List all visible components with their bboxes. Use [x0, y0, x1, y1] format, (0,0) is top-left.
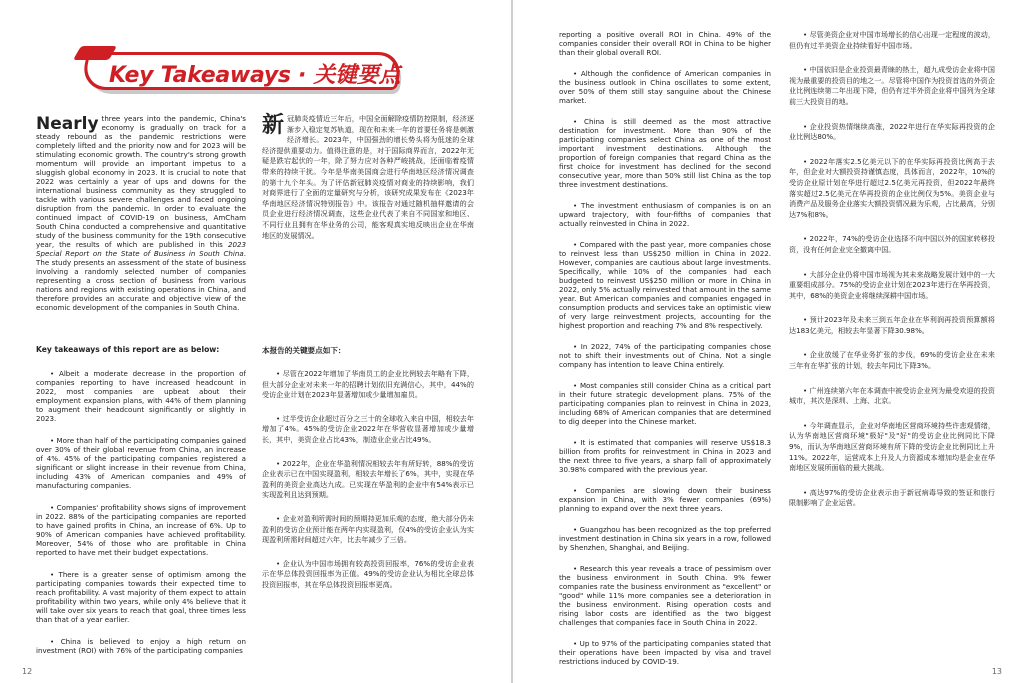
bullet-zh-expansion: • 企业放缓了在华业务扩张的步伐，69%的受访企业在未来三年有在华扩张的计划，较去年同比下降3%。: [789, 350, 995, 371]
bullet-zh-profitability: • 2022年，企业在华盈利情况相较去年有所好转，88%的受访企业表示已在中国实现盈利，相较去年增长了6%，其中，实现在华盈利的美资企业高达九成。已实现在华盈利的企业中有54%表示已实现盈利且达到预期。: [262, 458, 474, 500]
bullet-zh-strategy: • 大部分企业仍将中国市场视为其未来战略发展计划中的一大重要组成部分。75%的受访企业计划在2023年进行在华再投资，其中，68%的美资企业将继续深耕中国市场。: [789, 269, 995, 300]
right-chinese-column: [789, 30, 995, 670]
bullet-visa: • Up to 97% of the participating companies stated that their operations have been impacted by visa and travel restrictions induced by COVID-19.: [559, 639, 771, 666]
bullet-zh-enthusiasm: • 企业投资热情继续高涨，2022年进行在华实际再投资的企业比例达80%。: [789, 121, 995, 142]
intro-chinese-paragraph: [262, 114, 474, 241]
page-title: Key Takeaways · 关键要点: [109, 63, 401, 88]
intro-dropchar: 新: [262, 113, 285, 138]
bullet-reserve: • It is estimated that companies will reserve US$18.3 billion from profits for reinvestment in China in 2023 and the next three to five years, a sharp fall of approximately 30.98% compared with the previous year.: [559, 438, 771, 474]
intro-chinese: [262, 114, 474, 248]
bullet-revenue: • More than half of the participating companies gained over 30% of their global revenue from China, an increase of 4%. 45% of the participating companies registered a significant or slight increase in their revenue from China, including 43% of American companies and 49% of manufacturing companies.: [36, 436, 246, 490]
bullet-headcount: • Albeit a moderate decrease in the proportion of companies reporting to have increased headcount in 2022, most companies are upbeat about their employment expansion plans, with 44% of them planning to augment their headcount significantly or slightly in 2023.: [36, 369, 246, 423]
bullet-time-to-profit: • There is a greater sense of optimism among the participating companies towards their expected time to reach profitability. A vast majority of them expect to attain profitability within two years, while only 4% believe that it will take over six years to reach that goal, three times less than that of a year earlier.: [36, 570, 246, 624]
takeaways-heading-zh: 本报告的关键要点如下：: [262, 346, 346, 355]
intro-dropword: Nearly: [36, 114, 99, 134]
bullet-zh-no-shift: • 2022年，74%的受访企业选择不向中国以外的国家转移投资，没有任何企业完全撤离中国。: [789, 234, 995, 254]
bullet-zh-headcount: • 尽管在2022年增加了华南员工的企业比例较去年略有下降，但大部分企业对未来一年的招聘计划依旧充满信心，其中，44%的受访企业计划在2023年显著增加或少量增加雇员。: [262, 369, 474, 400]
takeaways-heading-zh-wrap: [262, 345, 474, 356]
bullet-profitability: • Companies' profitability shows signs of improvement in 2022. 88% of the participating companies are reported to have gained profits in China, an increase of 6%. Up to 90% of American companies have achieved profitability. Moreover, 54% of those who are profitable in China reported to have met their budget expectations.: [36, 503, 246, 557]
left-chinese-bullets: [262, 369, 474, 669]
page-number-right: 13: [991, 667, 1002, 676]
bullet-roi: • China is believed to enjoy a high return on investment (ROI) with 76% of the participating companies: [36, 637, 246, 655]
bullet-zh-roi: • 企业认为中国市场拥有较高投资回报率，76%的受访企业表示在华总体投资回报率为正值。49%的受访企业认为相比全球总体投资回报率，其在华总体投资回报率更高。: [262, 558, 474, 589]
bullet-strategy: • Most companies still consider China as a critical part in their future strategic development plans. 75% of the participating companies plan to reinvest in China in 2023, including 68% of American companies that are determined to dig deeper into the Chinese market.: [559, 381, 771, 426]
left-english-bullets: [36, 369, 246, 669]
roi-continuation: reporting a positive overall ROI in China. 49% of the companies consider their overall ROI in China to be higher than their global overall ROI.: [559, 30, 771, 57]
bullet-zh-investment-destination: • 中国依旧是企业投资最青睐的热土，超九成受访企业将中国视为最重要的投资目的地之一。尽管将中国作为投资首选的外资企业比例连续第二年出现下降，但仍有过半外资企业将中国列为全球前三大投资目的地。: [789, 65, 995, 106]
takeaways-heading-en-wrap: [36, 345, 251, 354]
bullet-zh-visa: • 高达97%的受访企业表示由于新冠病毒导致的签证和旅行限制影响了企业运营。: [789, 487, 995, 508]
intro-english: [36, 114, 246, 319]
left-page: [0, 0, 511, 683]
bullet-zh-confidence: • 尽管美资企业对中国市场增长的信心出现一定程度的波动，但仍有过半美资企业持续看好中国市场。: [789, 30, 995, 50]
bullet-confidence: • Although the confidence of American companies in the business outlook in China oscillates to some extent, over 50% of them still stay sanguine about the Chinese market.: [559, 69, 771, 105]
bullet-enthusiasm: • The investment enthusiasm of companies is on an upward trajectory, with four-fifths of companies that actually reinvested in China in 2022.: [559, 201, 771, 228]
bullet-zh-reinvest-size: • 2022年落实2.5亿美元以下的在华实际再投资比例高于去年，但企业对大额投资持谨慎态度，具体而言，2022年，10%的受访企业原计划在华进行超过2.5亿美元再投资，但2022年最终落实超过2.5亿美元在华再投资的企业比例仅为5%。美资企业与消费产品及服务企业落实大额投资情况最为乐观，占比最高，分别达7%和8%。: [789, 156, 995, 219]
takeaways-heading-en: Key takeaways of this report are as below:: [36, 345, 220, 354]
bullet-zh-time-to-profit: • 企业对盈利所需时间的预期持更加乐观的态度，绝大部分仍未盈利的受访企业预计能在两年内实现盈利，仅4%的受访企业认为实现盈利所需时间超过六年，比去年减少了三倍。: [262, 513, 474, 545]
bullet-zh-revenue: • 过半受访企业超过百分之三十的全球收入来自中国，相较去年增加了4%。45%的受访企业2022年在华营收显著增加或少量增长，其中，美资企业占比43%，制造业企业占比49%。: [262, 413, 474, 444]
bullet-reinvest-size: • Compared with the past year, more companies chose to reinvest less than US$250 million in China in 2022. However, companies are cautious about large investments. Specifically, while 10% of the companies had each budgeted to reinvest US$250 million or more in China in 2022, only 5% actually reinvested that amount in the same year. But American companies and companies engaged in consumption products and services take an optimistic view of very large reinvestment projects, accounting for the highest proportion and reaching 7% and 8% respectively.: [559, 240, 771, 330]
right-english-column: [559, 30, 771, 670]
bullet-environment: • Research this year reveals a trace of pessimism over the business environment in South China. 9% fewer companies rate the business environment as "excellent" or "good" while 11% more companies see a deterioration in the business environment. Rising operation costs and rising labor costs are identified as the two biggest challenges that companies face in South China in 2022.: [559, 564, 771, 627]
title-banner: [83, 50, 410, 96]
intro-zh-text: 冠肺炎疫情近三年后，中国全面解除疫情防控限制，经济逐渐步入稳定复苏轨道，现在和未来一年的首要任务将是刺激经济增长。2023年，中国强劲的增长势头将为低迷的全球经济提供重要动力。值得注意的是，对于国际商界而言，2022年无疑是跌宕起伏的一年，除了努力应对各种严峻挑战，还面临着疫情带来的持续干扰。今年是华南美国商会进行华南地区经济情况调查的第十九个年头。为了评估新冠肺炎疫情对商业的持续影响，我们对商界进行了全面的定量研究与分析，该研究成果发布在《2023年华南地区经济情况特别报告》中。该报告对通过随机抽样邀请的会员企业进行经济情况调查，这些企业代表了来自不同国家和地区、不同行业且拥有在华业务的公司，能客观真实地反映出企业在华南地区的发展情况。: [262, 114, 474, 240]
bullet-investment-destination: • China is still deemed as the most attractive destination for investment. More than 90% of the participating companies select China as one of the most important investment destinations. Although the proportion of foreign companies that regard China as the first choice for investment has declined for the second consecutive year, more than 50% still list China as the top three investment destinations.: [559, 117, 771, 189]
intro-english-paragraph: [36, 114, 246, 312]
report-title: 2023 Special Report on the State of Business in South China: [36, 240, 246, 258]
right-page: [513, 0, 1024, 683]
bullet-guangzhou: • Guangzhou has been recognized as the top preferred investment destination in China six years in a row, followed by Shenzhen, Shanghai, and Beijing.: [559, 525, 771, 552]
page-number-left: 12: [22, 667, 33, 676]
intro-text: three years into the pandemic, China's economy is gradually on track for a steady rebound as the pandemic restrictions were completely lifted and the priority now and for 2023 will be stimulating economic growth. The country's strong growth momentum will provide an important impetus to a sluggish global economy in 2023. It is crucial to note that 2022 was certainly a year of ups and downs for the international business community as they struggled to tackle with various severe challenges and faced ongoing disruption from the pandemic. In order to evaluate the continued impact of COVID-19 on business, AmCham South China conducted a comprehensive and quantitative study of the business community for the 19th consecutive year, the results of which are published in this: [36, 114, 246, 249]
bullet-no-shift: • In 2022, 74% of the participating companies chose not to shift their investments out of China. Not a single company has intention to leave China entirely.: [559, 342, 771, 369]
bullet-zh-reserve: • 预计2023年及未来三到五年企业在华利润再投资预算额将达183亿美元，相较去年显著下降30.98%。: [789, 315, 995, 335]
bullet-zh-environment: • 今年调查显示，企业对华南地区营商环境持些许悲观情绪，认为华南地区营商环境"极好"及"好"的受访企业比例同比下降9%，而认为华南地区营商环境有所下降的受访企业比例同比上升11%。2022年，运营成本上升及人力资源成本增加均是企业在华南地区发展所面临的最大挑战。: [789, 420, 995, 473]
bullet-zh-guangzhou: • 广州连续第六年在本调查中被受访企业列为最受欢迎的投资城市，其次是深圳、上海、北京。: [789, 385, 995, 406]
bullet-expansion: • Companies are slowing down their business expansion in China, with 3% fewer companies (69%) planning to expand over the next three years.: [559, 486, 771, 513]
intro-text-end: . The study presents an assessment of the state of business involving a randomly selected number of companies representing a cross section of business from various nations and regions with existing operations in China, and therefore provides an accurate and objective view of the economic development of the companies in South China.: [36, 249, 246, 312]
